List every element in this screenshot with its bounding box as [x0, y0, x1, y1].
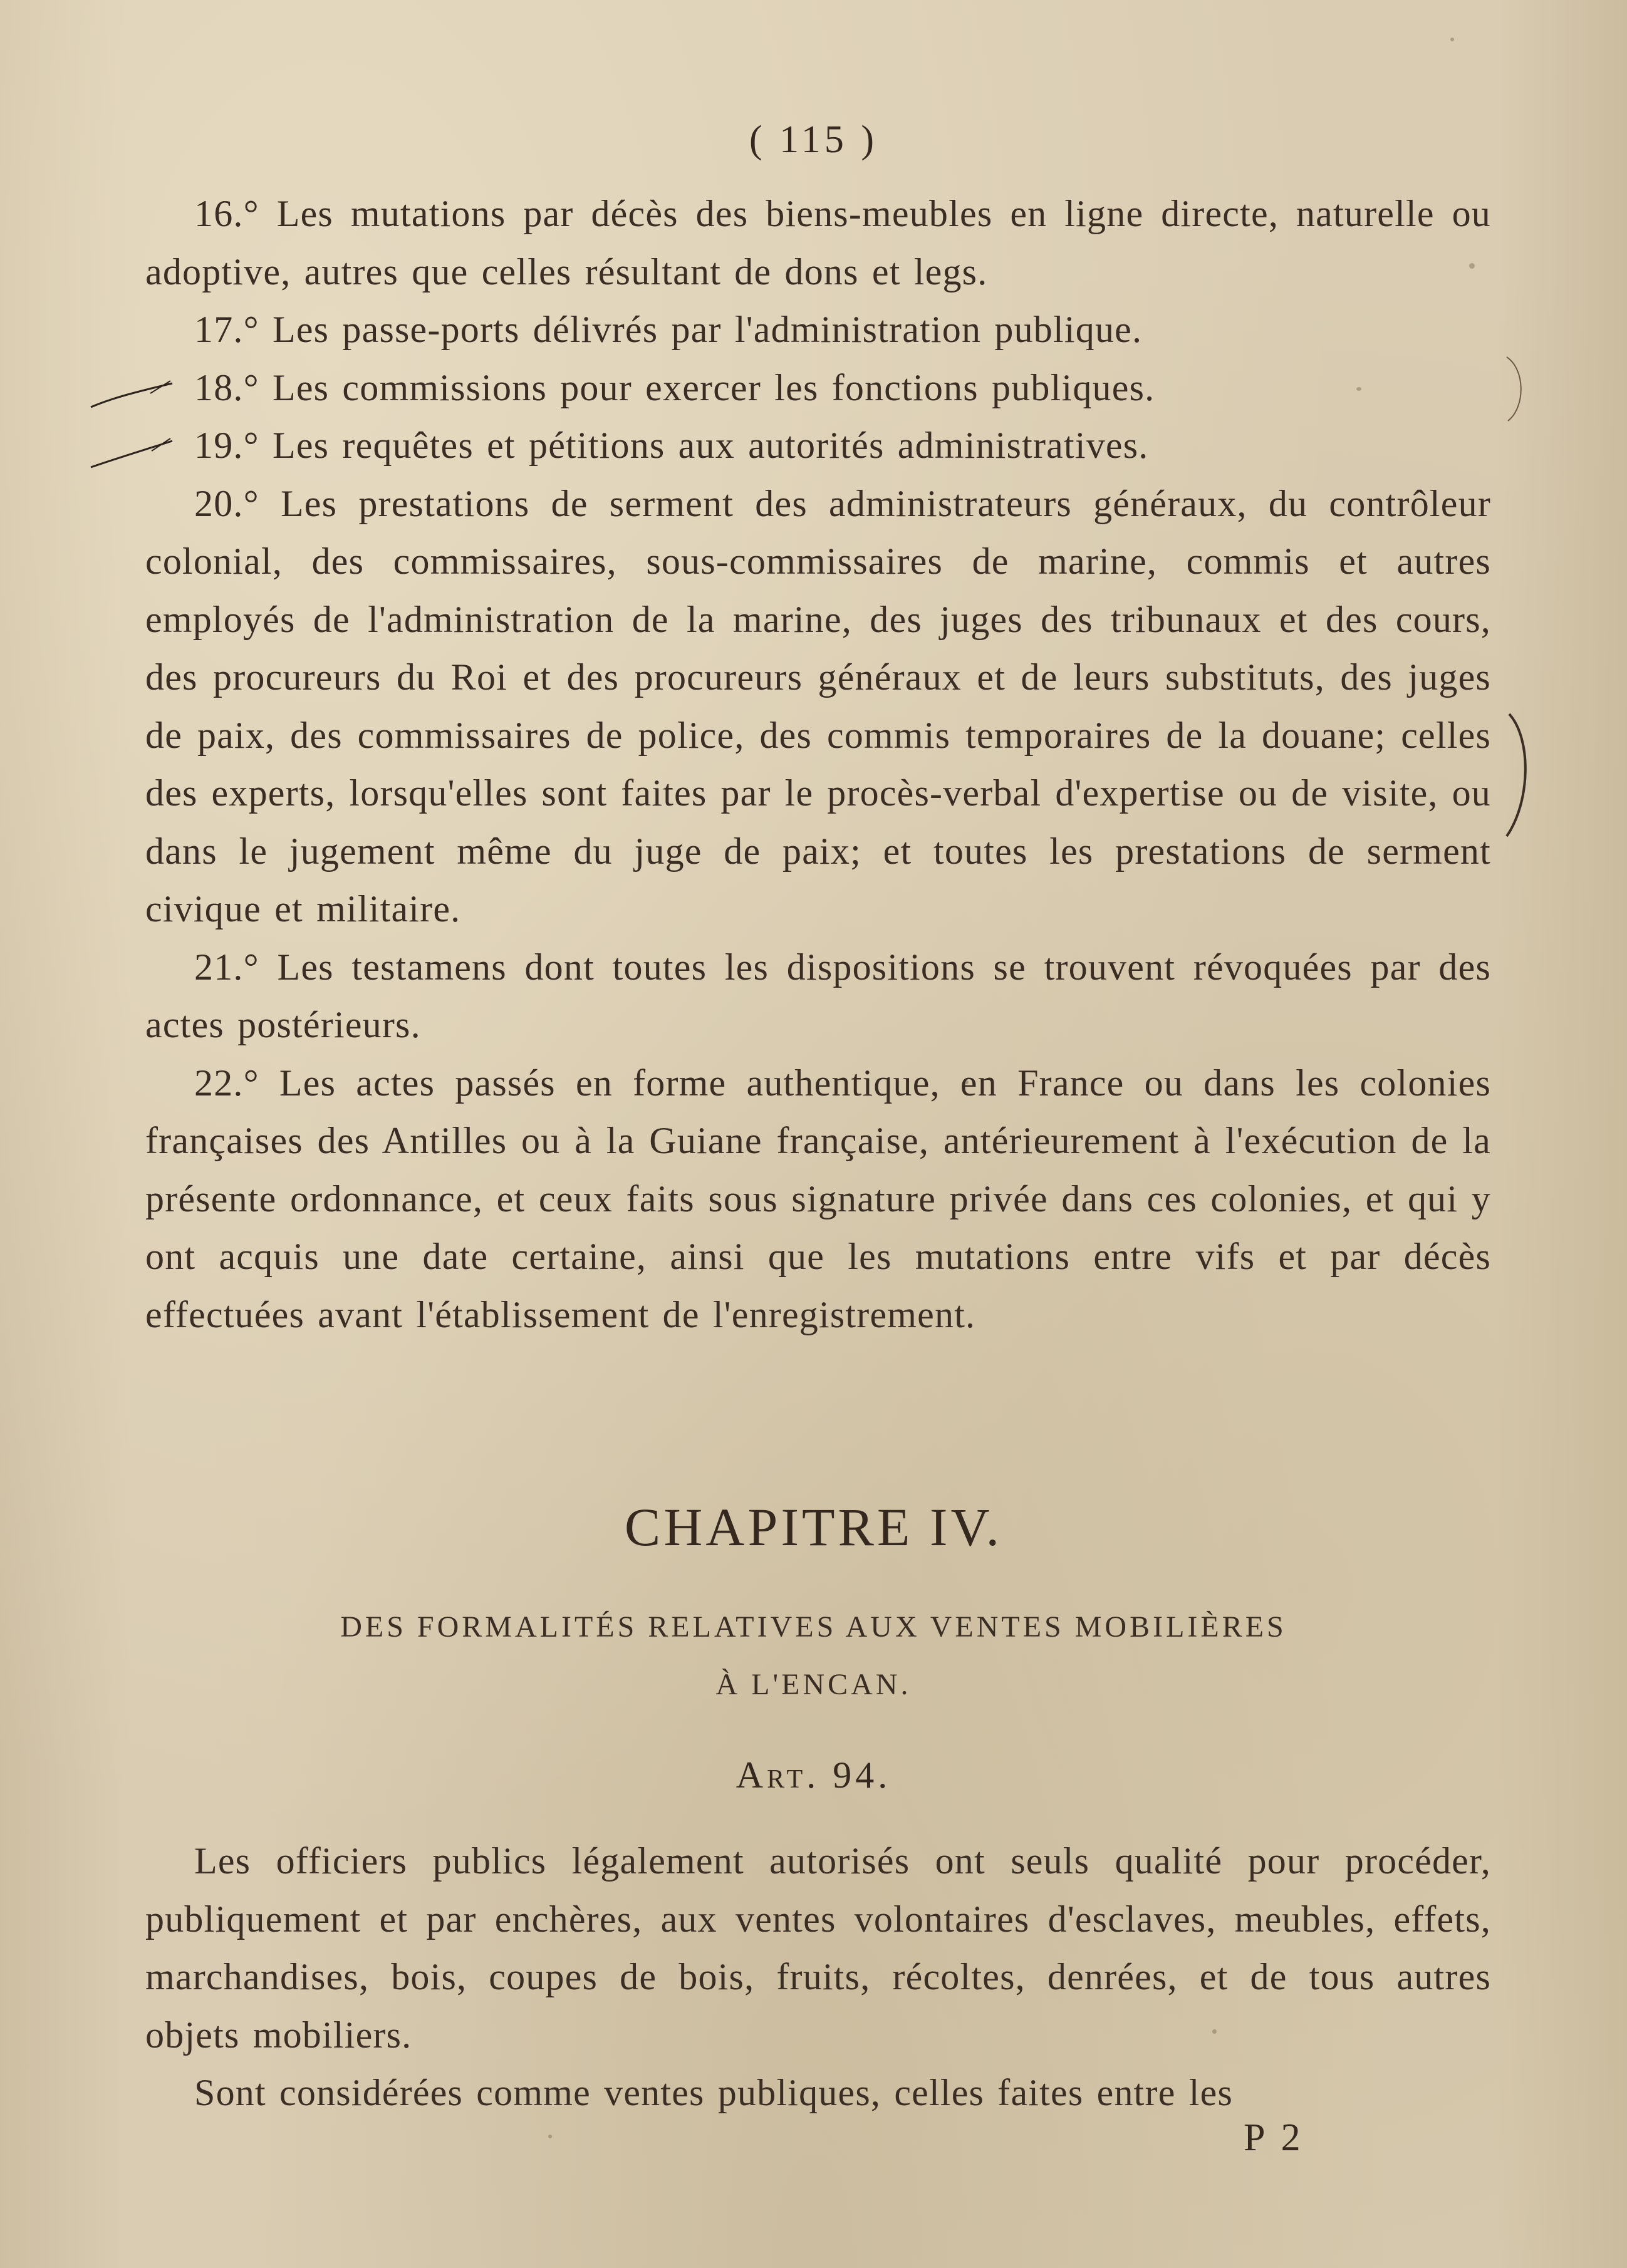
signature-mark: P 2 — [1244, 2116, 1304, 2159]
item-number: 16.° — [194, 193, 259, 234]
item-text: Les actes passés en forme authentique, en France ou dans les colonies françaises des Antilles ou à la Guiane française, antérieurement à l'exécution de la présente ordonnance, et ceux faits sous signature privée dans ces colonies, et qui y ont acquis une date certaine, ainsi que les mutations entre vifs et par décès effectuées avant l'établissement de l'enregistrement. — [145, 1062, 1491, 1335]
item-18 — [145, 359, 1491, 417]
item-text: Les testamens dont toutes les dispositions se trouvent révoquées par des actes postérieurs. — [145, 946, 1492, 1045]
margin-bracket-icon — [1500, 708, 1544, 846]
chapter-subtitle — [226, 1598, 1401, 1714]
item-number: 22.° — [194, 1062, 259, 1104]
numbered-items — [145, 185, 1491, 1344]
item-number: 20.° — [194, 482, 259, 524]
page-number: ( 115 ) — [749, 118, 878, 161]
article-paragraph: Les officiers publics légalement autorisés ont seuls qualité pour procéder, publiquement et par enchères, aux ventes volontaires d'esclaves, meubles, effets, marchandises, bois, coupes de bois, fruits, récoltes, denrées, et de tous autres objets mobiliers. — [145, 1840, 1491, 2056]
item-text: Les requêtes et pétitions aux autorités administratives. — [273, 425, 1149, 466]
item-text: Les prestations de serment des administrateurs généraux, du contrôleur colonial, des commissaires, sous-commissaires de marine, commis et autres employés de l'administration de la marine, des juges des tribunaux et des cours, des procureurs du Roi et des procureurs généraux et de leurs substituts, des juges de paix, des commissaires de police, des commis temporaires de la douane; celles des experts, lorsqu'elles sont faites par le procès-verbal d'expertise ou de visite, ou dans le jugement même du juge de paix; et toutes les prestations de serment civique et militaire. — [145, 482, 1491, 929]
item-16 — [145, 185, 1491, 301]
paper-speck — [1212, 2029, 1217, 2034]
item-20 — [145, 475, 1491, 938]
item-number: 18.° — [194, 366, 259, 408]
item-text: Les mutations par décès des biens-meubles en ligne directe, naturelle ou adoptive, autres que celles résultant de dons et legs. — [145, 193, 1491, 293]
item-19 — [145, 417, 1491, 475]
margin-bracket-icon — [1500, 351, 1544, 426]
article-body — [145, 1832, 1491, 2122]
item-number: 21.° — [194, 946, 259, 988]
item-number: 19.° — [194, 425, 259, 466]
article-heading: Art. 94. — [736, 1754, 891, 1796]
item-text: Les passe-ports délivrés par l'administration publique. — [273, 309, 1143, 350]
item-22 — [145, 1054, 1491, 1344]
paper-speck — [1450, 38, 1454, 41]
chapter-title: CHAPITRE IV. — [624, 1497, 1003, 1557]
paper-speck — [1356, 387, 1361, 391]
article-paragraph: Sont considérées comme ventes publiques, celles faites entre les — [194, 2072, 1233, 2113]
paper-speck — [548, 2135, 552, 2138]
paper-speck — [1469, 263, 1475, 269]
paper-speck — [965, 1080, 969, 1084]
item-number: 17.° — [194, 309, 259, 350]
chapter-subtitle-line-1: DES FORMALITÉS RELATIVES AUX VENTES MOBILIÈRES — [340, 1610, 1287, 1644]
item-21 — [145, 938, 1491, 1054]
item-17 — [145, 301, 1491, 359]
item-text: Les commissions pour exercer les fonctions publiques. — [273, 366, 1155, 408]
chapter-subtitle-line-2: À L'ENCAN. — [715, 1668, 912, 1701]
